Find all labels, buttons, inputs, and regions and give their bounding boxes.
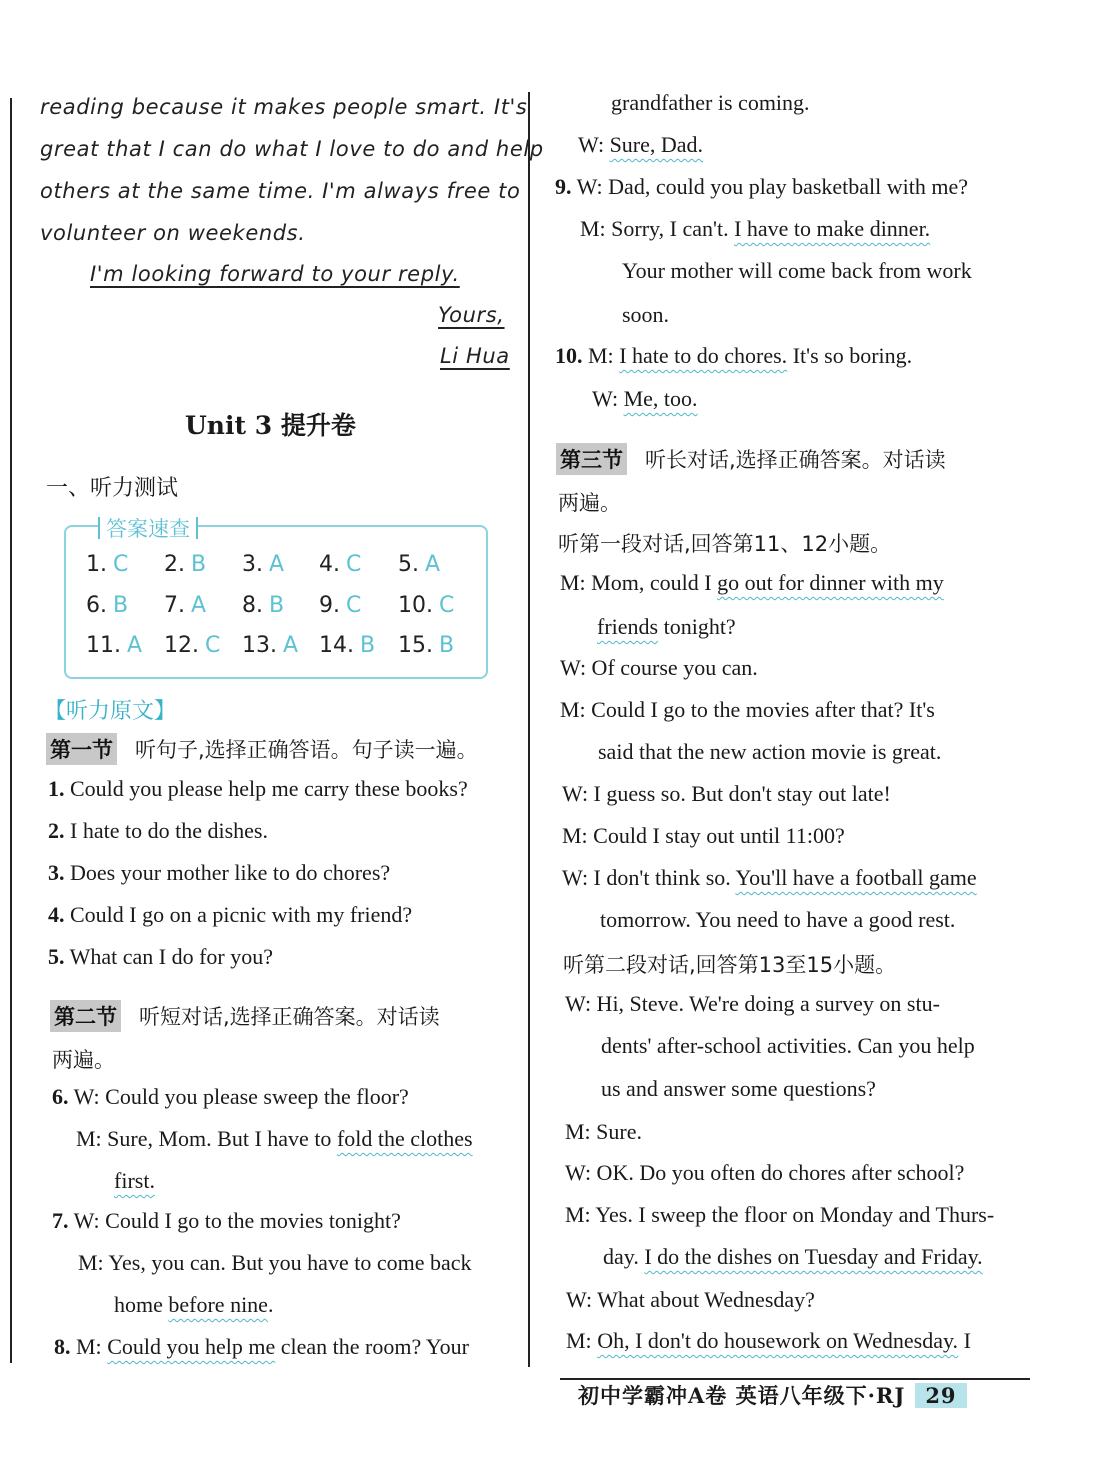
- answer-number: 8.: [242, 593, 263, 618]
- d1-h-highlight: You'll have a football game: [735, 865, 977, 890]
- answer-letter: B: [439, 633, 455, 658]
- answer-number: 7.: [164, 593, 185, 618]
- q6-reply: [76, 1126, 473, 1152]
- q6-reply-highlight-cont: first.: [114, 1168, 155, 1193]
- part1-item: [48, 944, 273, 970]
- answer-letter: C: [346, 552, 362, 577]
- d2-i-speaker: M:: [566, 1328, 598, 1353]
- d2-line-c: us and answer some questions?: [601, 1076, 876, 1101]
- part3-desc-cont: 两遍。: [558, 491, 621, 515]
- q9-reply-end: soon.: [622, 302, 670, 327]
- answer-item: [164, 633, 220, 658]
- q7-reply-end: .: [267, 1292, 274, 1317]
- answer-number: 3.: [242, 552, 263, 577]
- part3-heading: [556, 443, 946, 475]
- r-line-1: grandfather is coming.: [611, 90, 810, 115]
- letter-name: Li Hua: [440, 344, 510, 368]
- d1-a-text: M: Mom, could I: [560, 570, 718, 595]
- answer-item: [398, 633, 454, 658]
- q7-reply-cont-text: home: [114, 1292, 169, 1317]
- q6-reply-highlight: fold the clothes: [336, 1126, 473, 1151]
- part1-item: [48, 860, 390, 886]
- section-heading: 一、听力测试: [46, 476, 179, 501]
- answer-item: [86, 633, 142, 658]
- answer-number: 2.: [164, 552, 185, 577]
- part1-desc: 听句子,选择正确答语。句子读一遍。: [135, 738, 478, 762]
- letter-line: reading because it makes people smart. It's: [40, 95, 528, 119]
- q8-text: clean the room? Your: [275, 1334, 469, 1359]
- letter-signoff: Yours,: [438, 303, 505, 327]
- d2-i-text: I: [958, 1328, 971, 1353]
- answer-letter: B: [113, 593, 129, 618]
- letter-line: great that I can do what I love to do and help: [40, 137, 544, 161]
- d1-line-g: M: Could I stay out until 11:00?: [562, 823, 845, 848]
- d2-line-g: [603, 1244, 983, 1270]
- part1-item: [48, 776, 468, 802]
- part2-heading: [50, 1000, 440, 1032]
- part1-item-number: 3.: [48, 860, 65, 885]
- part3-desc: 听长对话,选择正确答案。对话读: [645, 448, 946, 472]
- q10-speaker: M:: [588, 343, 620, 368]
- d1-h-text: W: I don't think so.: [562, 865, 736, 890]
- q9-number: 9.: [555, 174, 572, 199]
- d1-line-e: said that the new action movie is great.: [598, 739, 942, 764]
- q10-reply-highlight: Me, too.: [623, 386, 698, 411]
- answer-letter: A: [191, 593, 207, 618]
- answer-number: 5.: [398, 552, 419, 577]
- answer-item: [242, 552, 284, 577]
- answer-item: [398, 552, 440, 577]
- part1-item-text: I hate to do the dishes.: [70, 818, 268, 843]
- q6-number: 6.: [52, 1084, 69, 1109]
- answer-number: 6.: [86, 593, 107, 618]
- q10-text: It's so boring.: [787, 343, 913, 368]
- answer-item: [164, 593, 206, 618]
- d2-line-e: W: OK. Do you often do chores after school?: [565, 1160, 965, 1185]
- part1-item-text: What can I do for you?: [69, 944, 274, 969]
- q10-reply: [592, 386, 698, 412]
- q8-line: [54, 1334, 469, 1360]
- answer-item: [242, 633, 298, 658]
- d1-line-c: W: Of course you can.: [560, 655, 758, 680]
- q9-line: [555, 174, 968, 200]
- answer-item: [398, 593, 454, 618]
- q7-number: 7.: [52, 1208, 69, 1233]
- part2-desc-cont: 两遍。: [52, 1048, 115, 1072]
- answer-letter: C: [439, 593, 455, 618]
- page-number: 29: [915, 1383, 966, 1408]
- d1-b-highlight: friends: [597, 614, 659, 639]
- q9-text: W: Dad, could you play basketball with me?: [576, 174, 969, 199]
- d1-line-a: [560, 570, 944, 596]
- dialog1-heading: 听第一段对话,回答第11、12小题。: [558, 532, 892, 556]
- d2-line-d: M: Sure.: [565, 1119, 642, 1144]
- answer-item: [319, 593, 361, 618]
- letter-line: volunteer on weekends.: [40, 221, 306, 245]
- q7-reply: M: Yes, you can. But you have to come back: [78, 1250, 472, 1275]
- q9-reply-cont: Your mother will come back from work: [622, 258, 972, 283]
- d1-a-highlight: go out for dinner with my: [717, 570, 944, 595]
- q6-line: [52, 1084, 409, 1110]
- answer-letter: C: [205, 633, 221, 658]
- d1-line-h: [562, 865, 977, 891]
- d2-g-highlight: I do the dishes on Tuesday and Friday.: [644, 1244, 983, 1269]
- q10-line: [555, 343, 912, 369]
- r-line-2-speaker: W:: [578, 132, 610, 157]
- part2-desc: 听短对话,选择正确答案。对话读: [139, 1005, 440, 1029]
- q10-reply-speaker: W:: [592, 386, 624, 411]
- transcript-heading: 【听力原文】: [44, 699, 177, 724]
- q7-line: [52, 1208, 401, 1234]
- answer-item: [319, 552, 361, 577]
- answer-box-label: 答案速查: [98, 513, 198, 543]
- d2-line-a: W: Hi, Steve. We're doing a survey on stu-: [565, 991, 940, 1016]
- d2-i-highlight: Oh, I don't do housework on Wednesday.: [597, 1328, 959, 1353]
- part1-item: [48, 902, 412, 928]
- answer-letter: A: [269, 552, 285, 577]
- answer-number: 15.: [398, 633, 433, 658]
- page-footer: [578, 1380, 967, 1410]
- part1-tag: 第一节: [46, 733, 117, 765]
- q9-reply-highlight: I have to make dinner.: [734, 216, 931, 241]
- part1-item-text: Could you please help me carry these books?: [70, 776, 468, 801]
- part1-heading: [46, 733, 478, 765]
- q9-reply-text: M: Sorry, I can't.: [580, 216, 735, 241]
- answer-number: 10.: [398, 593, 433, 618]
- q7-text: W: Could I go to the movies tonight?: [73, 1208, 401, 1233]
- answer-item: [86, 552, 128, 577]
- d1-line-f: W: I guess so. But don't stay out late!: [562, 781, 891, 806]
- dialog2-heading: 听第二段对话,回答第13至15小题。: [563, 953, 897, 977]
- answer-item: [86, 593, 128, 618]
- answer-letter: A: [425, 552, 441, 577]
- r-line-2: [578, 132, 703, 158]
- q8-highlight: Could you help me: [107, 1334, 276, 1359]
- q8-number: 8.: [54, 1334, 71, 1359]
- answer-number: 14.: [319, 633, 354, 658]
- d1-line-i: tomorrow. You need to have a good rest.: [600, 907, 956, 932]
- d2-line-f: M: Yes. I sweep the floor on Monday and Thurs-: [565, 1202, 995, 1227]
- d1-line-b: [597, 614, 736, 640]
- answer-letter: C: [346, 593, 362, 618]
- answer-letter: B: [269, 593, 285, 618]
- answer-letter: B: [191, 552, 207, 577]
- d2-g-text: day.: [603, 1244, 645, 1269]
- q7-reply-cont: [114, 1292, 273, 1318]
- q7-reply-highlight: before nine: [168, 1292, 268, 1317]
- q6-text: W: Could you please sweep the floor?: [73, 1084, 409, 1109]
- part1-item-number: 1.: [48, 776, 65, 801]
- answer-number: 11.: [86, 633, 121, 658]
- q10-number: 10.: [555, 343, 583, 368]
- answer-number: 9.: [319, 593, 340, 618]
- answer-item: [164, 552, 206, 577]
- q6-reply-text: M: Sure, Mom. But I have to: [76, 1126, 337, 1151]
- answer-letter: A: [127, 633, 143, 658]
- answer-letter: A: [283, 633, 299, 658]
- d1-line-d: M: Could I go to the movies after that? It's: [560, 697, 935, 722]
- answer-number: 1.: [86, 552, 107, 577]
- part2-tag: 第二节: [50, 1000, 121, 1032]
- answer-letter: C: [113, 552, 129, 577]
- answer-item: [319, 633, 375, 658]
- q9-reply: [580, 216, 930, 242]
- letter-line: others at the same time. I'm always free to: [40, 179, 521, 203]
- answer-number: 4.: [319, 552, 340, 577]
- answer-number: 13.: [242, 633, 277, 658]
- footer-book-title: 初中学霸冲A卷 英语八年级下·RJ: [578, 1383, 906, 1408]
- letter-closing: I'm looking forward to your reply.: [90, 262, 460, 286]
- part3-tag: 第三节: [556, 443, 627, 475]
- part1-item-number: 4.: [48, 902, 65, 927]
- answer-number: 12.: [164, 633, 199, 658]
- part1-item-text: Could I go on a picnic with my friend?: [70, 902, 413, 927]
- column-divider: [528, 92, 530, 1367]
- part1-item-text: Does your mother like to do chores?: [70, 860, 391, 885]
- part1-item: [48, 818, 268, 844]
- d2-line-b: dents' after-school activities. Can you help: [601, 1033, 975, 1058]
- d2-line-h: W: What about Wednesday?: [566, 1287, 815, 1312]
- part1-item-number: 5.: [48, 944, 65, 969]
- r-line-2-highlight: Sure, Dad.: [609, 132, 704, 157]
- q10-highlight: I hate to do chores.: [619, 343, 788, 368]
- answer-letter: B: [360, 633, 376, 658]
- answer-item: [242, 593, 284, 618]
- d2-line-i: [566, 1328, 971, 1354]
- part1-item-number: 2.: [48, 818, 65, 843]
- d1-b-text: tonight?: [658, 614, 736, 639]
- unit-title: Unit 3 提升卷: [185, 411, 356, 440]
- q6-reply-cont: [114, 1168, 155, 1194]
- q8-speaker: M:: [76, 1334, 108, 1359]
- left-margin-rule: [10, 98, 12, 1363]
